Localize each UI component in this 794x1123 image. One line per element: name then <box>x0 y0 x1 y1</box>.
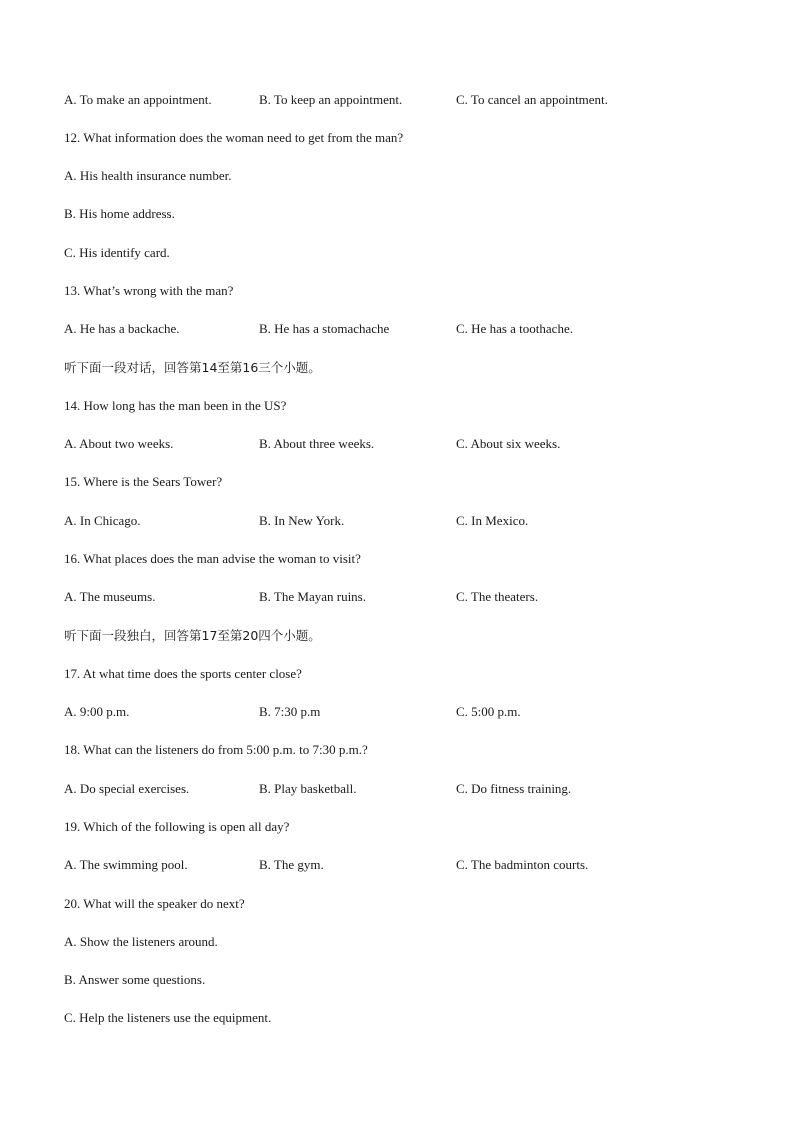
q14-option-b: B. About three weeks. <box>259 436 375 451</box>
q11-option-b: B. To keep an appointment. <box>259 92 403 107</box>
q13-options <box>0 321 794 337</box>
q12-option-a: A. His health insurance number. <box>64 168 232 183</box>
q17-option-a: A. 9:00 p.m. <box>64 704 130 719</box>
q19-question: 19. Which of the following is open all day? <box>64 819 290 834</box>
q18-question: 18. What can the listeners do from 5:00 p.m. to 7:30 p.m.? <box>64 742 368 757</box>
q20-option-b: B. Answer some questions. <box>64 972 206 987</box>
q17-option-b: B. 7:30 p.m <box>259 704 321 719</box>
q12-option-c: C. His identify card. <box>64 245 170 260</box>
q16-option-c: C. The theaters. <box>456 589 539 604</box>
q13-option-a: A. He has a backache. <box>64 321 180 336</box>
q16-question: 16. What places does the man advise the woman to visit? <box>64 551 361 566</box>
q17-option-c: C. 5:00 p.m. <box>456 704 521 719</box>
q16-option-a: A. The museums. <box>64 589 156 604</box>
q19-option-b: B. The gym. <box>259 857 324 872</box>
q15-options <box>0 513 794 529</box>
section-instruction-14-16: 听下面一段对话，回答第14至第16三个小题。 <box>64 360 321 375</box>
q15-option-c: C. In Mexico. <box>456 513 529 528</box>
q19-options <box>0 857 794 873</box>
q13-option-b: B. He has a stomachache <box>259 321 390 336</box>
q11-option-a: A. To make an appointment. <box>64 92 212 107</box>
q13-question: 13. What’s wrong with the man? <box>64 283 234 298</box>
q16-option-b: B. The Mayan ruins. <box>259 589 366 604</box>
q20-question: 20. What will the speaker do next? <box>64 896 245 911</box>
q12-option-b: B. His home address. <box>64 206 175 221</box>
q14-option-a: A. About two weeks. <box>64 436 174 451</box>
q15-option-b: B. In New York. <box>259 513 345 528</box>
q18-option-a: A. Do special exercises. <box>64 781 190 796</box>
q17-options <box>0 704 794 720</box>
q16-options <box>0 589 794 605</box>
q12-question: 12. What information does the woman need to get from the man? <box>64 130 404 145</box>
q19-option-a: A. The swimming pool. <box>64 857 188 872</box>
q14-question: 14. How long has the man been in the US? <box>64 398 287 413</box>
q20-option-c: C. Help the listeners use the equipment. <box>64 1010 272 1025</box>
q18-option-b: B. Play basketball. <box>259 781 357 796</box>
q11-option-c: C. To cancel an appointment. <box>456 92 608 107</box>
section-instruction-17-20: 听下面一段独白，回答第17至第20四个小题。 <box>64 628 321 643</box>
q18-options <box>0 781 794 797</box>
q15-question: 15. Where is the Sears Tower? <box>64 474 223 489</box>
q14-option-c: C. About six weeks. <box>456 436 561 451</box>
q14-options <box>0 436 794 452</box>
q19-option-c: C. The badminton courts. <box>456 857 589 872</box>
q15-option-a: A. In Chicago. <box>64 513 141 528</box>
q18-option-c: C. Do fitness training. <box>456 781 572 796</box>
q20-option-a: A. Show the listeners around. <box>64 934 218 949</box>
q11-options <box>0 92 794 108</box>
q13-option-c: C. He has a toothache. <box>456 321 573 336</box>
q17-question: 17. At what time does the sports center close? <box>64 666 302 681</box>
